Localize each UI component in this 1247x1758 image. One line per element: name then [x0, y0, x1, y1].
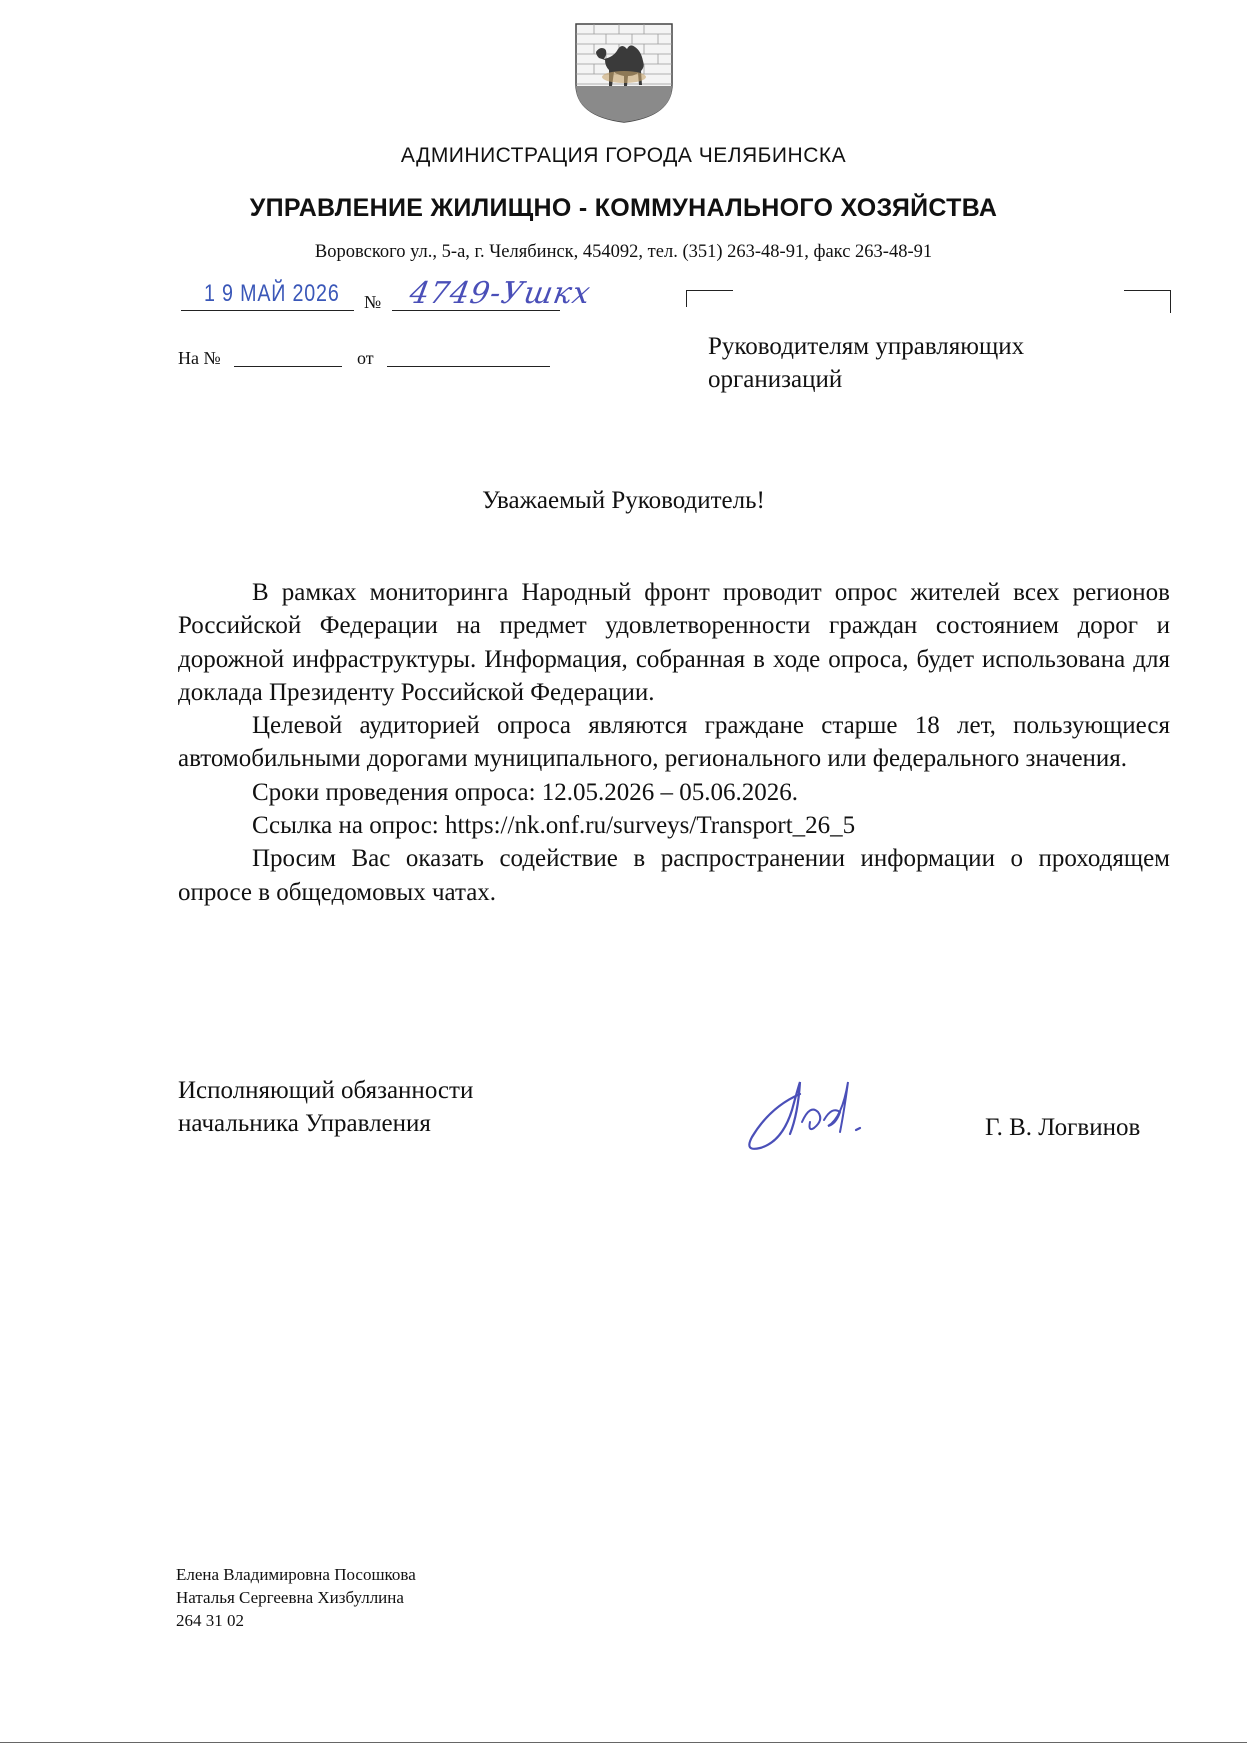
handwritten-signature	[740, 1052, 900, 1162]
registration-number: 4749-Ушкх	[406, 276, 594, 311]
body-paragraph: Просим Вас оказать содействие в распространении информации о проходящем опросе в общедомовых чатах.	[178, 845, 1170, 906]
administration-name: АДМИНИСТРАЦИЯ ГОРОДА ЧЕЛЯБИНСКА	[400, 144, 847, 167]
signer-position	[178, 1074, 473, 1140]
number-underline	[392, 310, 560, 311]
coat-of-arms-emblem	[574, 22, 674, 124]
signer-position-line: Исполняющий обязанности	[178, 1077, 474, 1104]
body-paragraph: Сроки проведения опроса: 12.05.2026 – 05.06.2026.	[252, 778, 799, 806]
reference-number-label: На №	[178, 348, 221, 368]
department-address: Воровского ул., 5-а, г. Челябинск, 454092, тел. (351) 263-48-91, факс 263-48-91	[314, 242, 933, 262]
body-paragraph: Ссылка на опрос: https://nk.onf.ru/surveys/Transport_26_5	[252, 812, 856, 840]
letter-body	[178, 576, 1170, 909]
address-bracket-right	[1124, 290, 1171, 313]
body-paragraph: В рамках мониторинга Народный фронт проводит опрос жителей всех регионов Российской Федерации на предмет удовлетворенности граждан состоянием дорог и дорожной инфраструктуры. Информация, собранная в ходе опроса, будет использована для доклада Президенту Российской Федерации.	[178, 579, 1170, 706]
recipient: Руководителям управляющих организаций	[708, 333, 1025, 393]
executor-name: Елена Владимировна Посошкова	[176, 1565, 416, 1584]
signer-position-line: начальника Управления	[178, 1110, 431, 1137]
salutation: Уважаемый Руководитель!	[482, 487, 765, 514]
page-bottom-rule	[0, 1742, 1247, 1743]
executors	[176, 1563, 416, 1632]
executor-phone: 264 31 02	[176, 1611, 244, 1630]
reference-date-label: от	[357, 348, 374, 368]
department-name: УПРАВЛЕНИЕ ЖИЛИЩНО - КОММУНАЛЬНОГО ХОЗЯЙСТВА	[249, 194, 998, 222]
number-sign: №	[364, 292, 382, 312]
date-stamp: 1 9 МАЙ 2026	[204, 280, 340, 307]
reference-date-blank	[387, 366, 550, 367]
executor-name: Наталья Сергеевна Хизбуллина	[176, 1588, 404, 1607]
body-paragraph: Целевой аудиторией опроса являются граждане старше 18 лет, пользующиеся автомобильными дорогами муниципального, регионального или федерального значения.	[178, 712, 1170, 773]
signer-name: Г. В. Логвинов	[985, 1114, 1141, 1141]
reference-number-blank	[234, 366, 342, 367]
address-bracket-left	[686, 290, 733, 307]
date-underline	[181, 310, 354, 311]
